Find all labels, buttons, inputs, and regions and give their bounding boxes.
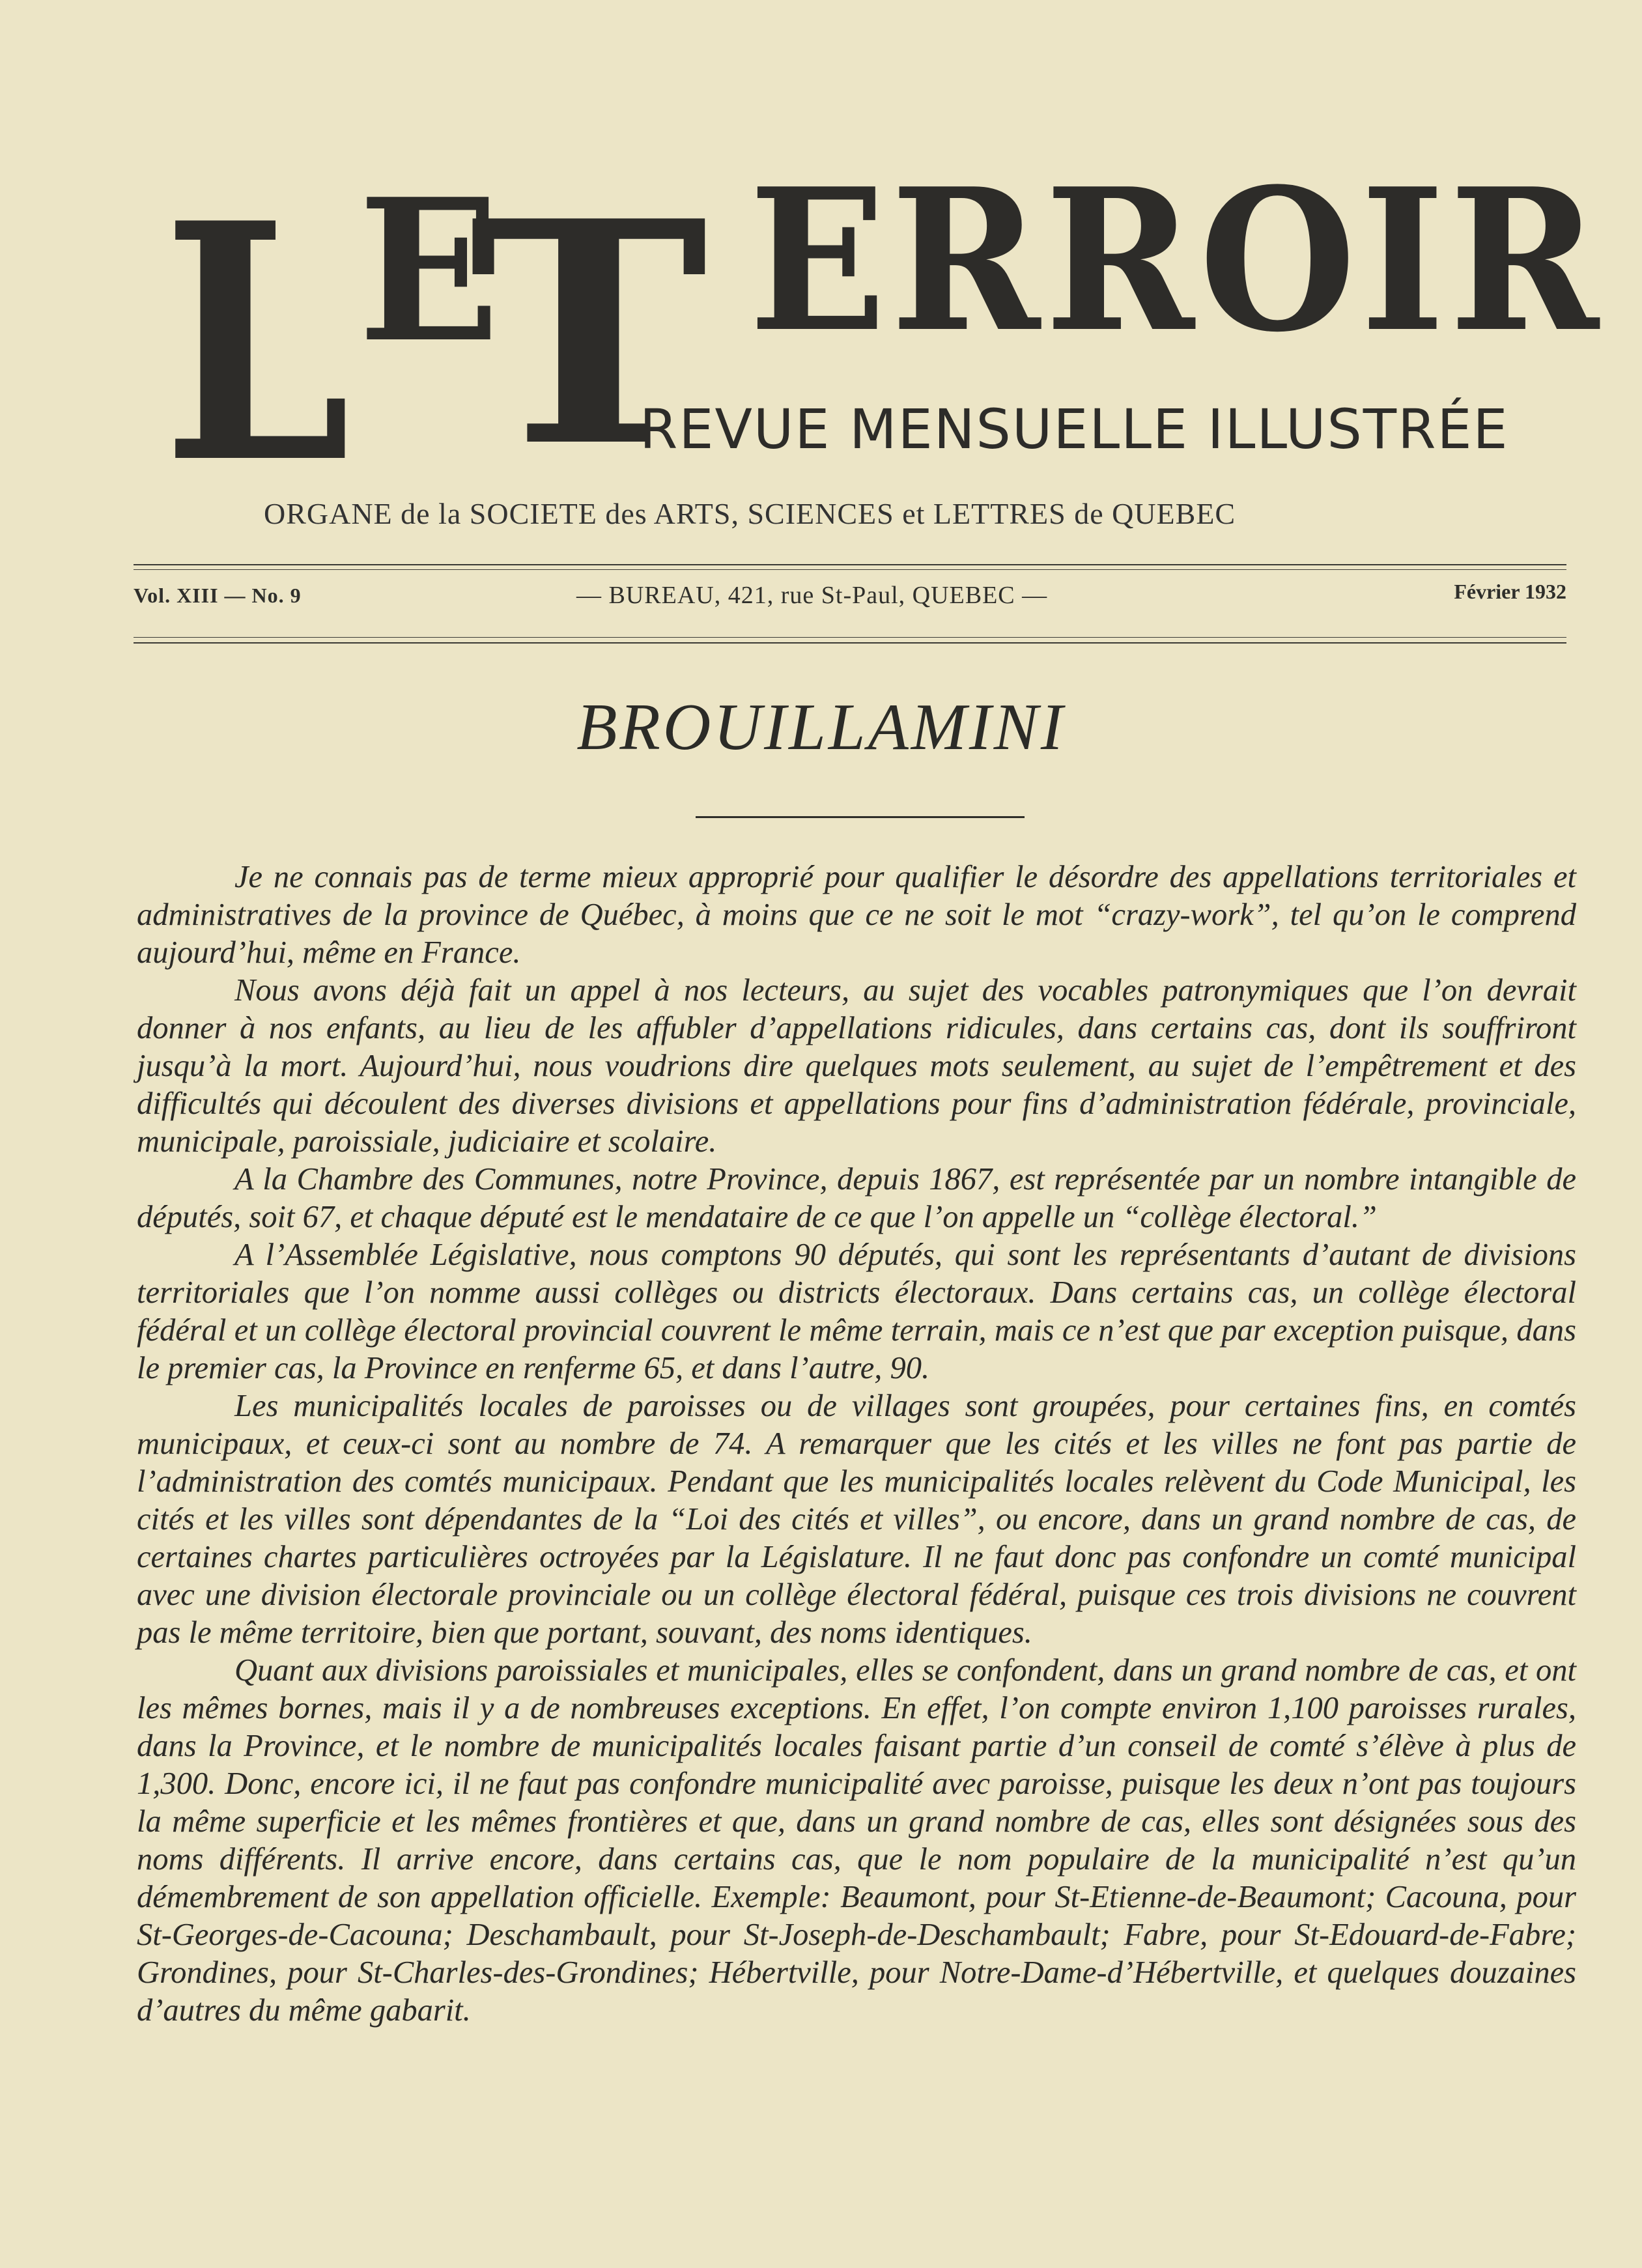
paragraph: Quant aux divisions paroissiales et municipales, elles se confondent, dans un grand nombre de cas, et ont les mêmes bornes, mais il y a de nombreuses exceptions. En effet, l’on compte environ 1,100 paroisses rurales, dans la Province, et le nombre de municipalités locales faisant partie d’un conseil de comté s’élève à plus de 1,300. Donc, encore ici, il ne faut pas confondre municipalité avec paroisse, puisque les deux n’ont pas toujours la même superficie et les mêmes frontières et que, dans un grand nombre de cas, elles sont désignées sous des noms différents. Il arrive encore, dans certains cas, que le nom populaire de la municipalité n’est qu’un démembrement de son appellation officielle. Exemple: Beaumont, pour St-Etienne-de-Beaumont; Cacouna, pour St-Georges-de-Cacouna; Deschambault, pour St-Joseph-de-Deschambault; Fabre, pour St-Edouard-de-Fabre; Grondines, pour St-Charles-des-Grondines; Hébertville, pour Notre-Dame-d’Hébertville, et quelques douzaines d’autres du même gabarit. [137, 1653, 1576, 2028]
masthead-title-letter-l: L [163, 152, 340, 535]
divider-top-2 [134, 569, 1566, 570]
masthead-title-rest: ERROIR [749, 145, 1604, 375]
divider-bottom-2 [134, 642, 1566, 644]
issue-date: Février 1932 [1454, 580, 1566, 603]
article-body [137, 858, 1576, 2030]
organ-line: ORGANE de la SOCIETE des ARTS, SCIENCES et LETTRES de QUEBEC [264, 497, 1236, 530]
paragraph: A la Chambre des Communes, notre Province, depuis 1867, est représentée par un nombre intangible de députés, soit 67, et chaque député est le mendataire de ce que l’on appelle un “collège électoral.” [137, 1162, 1576, 1234]
divider-bottom-1 [134, 637, 1566, 638]
volume-number: Vol. XIII — No. 9 [134, 584, 302, 607]
paragraph: Je ne connais pas de terme mieux approprié pour qualifier le désordre des appellations territoriales et administratives de la province de Québec, à moins que ce ne soit le mot “crazy-work”, tel qu’on le comprend aujourd’hui, même en France. [137, 860, 1576, 970]
divider-top-1 [134, 564, 1566, 565]
paragraph: Nous avons déjà fait un appel à nos lecteurs, au sujet des vocables patronymiques que l’on devrait donner à nos enfants, au lieu de les affubler d’appellations ridicules, dans certains cas, dont ils souffriront jusqu’à la mort. Aujourd’hui, nous voudrions dire quelques mots seulement, au sujet de l’empêtrement et des difficultés qui découlent des diverses divisions et appellations pour fins d’administration fédérale, provinciale, municipale, paroissiale, judiciaire et scolaire. [137, 973, 1576, 1159]
masthead-title-letter-e: E [358, 156, 500, 386]
info-bar [134, 580, 1566, 623]
office-address: — BUREAU, 421, rue St-Paul, QUEBEC — [576, 582, 1048, 609]
masthead-subtitle: REVUE MENSUELLE ILLUSTRÉE [640, 397, 1509, 461]
paragraph: A l’Assemblée Législative, nous comptons 90 députés, qui sont les représentants d’autant de divisions territoriales que l’on nomme aussi collèges ou districts électoraux. Dans certains cas, un collège électoral fédéral et un collège électoral provincial couvrent le même terrain, mais ce n’est que par exception puisque, dans le premier cas, la Province en renferme 65, et dans l’autre, 90. [137, 1238, 1576, 1385]
article-title: BROUILLAMINI [576, 690, 1066, 764]
title-underline [696, 816, 1025, 818]
masthead-title-letter-t: T [469, 154, 709, 514]
paragraph: Les municipalités locales de paroisses ou de villages sont groupées, pour certaines fins, en comtés municipaux, et ceux-ci sont au nombre de 74. A remarquer que les cités et les villes ne font pas partie de l’administration des comtés municipaux. Pendant que les municipalités locales relèvent du Code Municipal, les cités et les villes sont dépendantes de la “Loi des cités et villes”, ou encore, dans un grand nombre de cas, de certaines chartes particulières octroyées par la Législature. Il ne faut donc pas confondre un comté municipal avec une division électorale provinciale ou un collège électoral fédéral, puisque ces trois divisions ne couvrent pas le même territoire, bien que portant, souvant, des noms identiques. [137, 1389, 1576, 1650]
